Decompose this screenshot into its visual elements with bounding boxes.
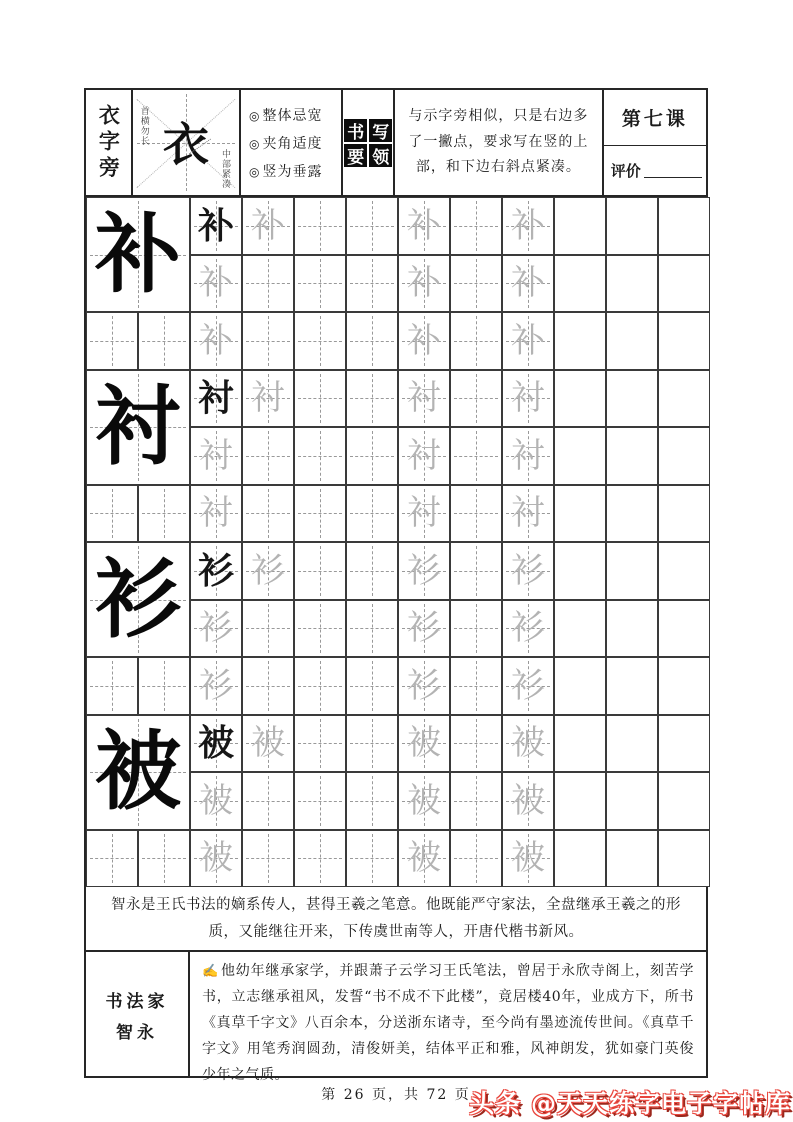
practice-cell xyxy=(502,197,554,255)
practice-cell xyxy=(398,542,450,600)
ghost-character: 衬 xyxy=(511,435,545,476)
bio-text: 他幼年继承家学，并跟萧子云学习王氏笔法，曾居于永欣寺阁上，刻苦学书，立志继承祖风，发誓“书不成不下此楼”，竟居楼40年，业成方下，所书《真草千字文》八百余本，分送浙东诸寺，至今尚有墨迹流传世间。《真草千字文》用笔秀润圆劲，清俊妍美，结体平正和雅，风神朗发，犹如豪门英俊少年之气质。 xyxy=(202,963,695,1083)
ghost-character: 补 xyxy=(199,263,233,304)
practice-cell xyxy=(294,657,346,715)
ghost-character: 衬 xyxy=(199,435,233,476)
practice-cell xyxy=(606,255,658,313)
practice-cell xyxy=(242,657,294,715)
practice-cell xyxy=(450,772,502,830)
practice-cell xyxy=(606,485,658,543)
practice-cell xyxy=(502,485,554,543)
practice-cell xyxy=(450,600,502,658)
ghost-character: 衬 xyxy=(199,493,233,534)
lesson-title: 第七课 xyxy=(621,108,688,130)
practice-cell xyxy=(398,600,450,658)
practice-cell xyxy=(554,485,606,543)
ghost-character: 被 xyxy=(407,780,441,821)
practice-cell xyxy=(242,255,294,313)
trace-character: 被 xyxy=(197,722,234,765)
practice-cell xyxy=(242,600,294,658)
practice-cell xyxy=(242,715,294,773)
calligrapher-bio xyxy=(202,959,694,1088)
practice-cell xyxy=(502,600,554,658)
watermark: 头条 @天天练字电子字帖库 xyxy=(469,1089,791,1118)
practice-cell xyxy=(450,197,502,255)
practice-cell xyxy=(502,715,554,773)
practice-cell xyxy=(346,197,398,255)
practice-cell xyxy=(502,427,554,485)
writing-essentials-label xyxy=(344,119,392,167)
practice-cell xyxy=(450,657,502,715)
tip-text: 竖为垂露 xyxy=(262,163,323,180)
practice-cell xyxy=(398,830,450,888)
practice-cell xyxy=(190,427,242,485)
circle-bullet-icon: ◎ xyxy=(249,136,261,151)
practice-grid xyxy=(86,197,706,887)
practice-cell xyxy=(398,197,450,255)
lesson-cell xyxy=(604,90,706,195)
ghost-character: 补 xyxy=(407,320,441,361)
ghost-character: 补 xyxy=(199,320,233,361)
practice-cell xyxy=(190,657,242,715)
tip-item xyxy=(249,161,341,181)
practice-block xyxy=(86,715,706,888)
ghost-character: 衬 xyxy=(511,493,545,534)
ghost-character: 补 xyxy=(511,320,545,361)
label-char: 写 xyxy=(369,119,392,142)
model-cell xyxy=(86,370,190,485)
lesson-title-area xyxy=(604,90,706,146)
practice-cell xyxy=(606,312,658,370)
radical-label: 衣字旁 xyxy=(96,103,122,182)
practice-cell xyxy=(398,255,450,313)
practice-cell xyxy=(138,830,190,888)
practice-cell xyxy=(294,772,346,830)
practice-cell xyxy=(190,830,242,888)
model-cell xyxy=(86,715,190,830)
practice-cell xyxy=(346,312,398,370)
tip-item xyxy=(249,105,341,125)
evaluation-blank-line xyxy=(644,163,702,178)
ghost-character: 补 xyxy=(511,205,545,246)
practice-cell xyxy=(502,312,554,370)
practice-cell xyxy=(86,312,138,370)
practice-cell xyxy=(502,542,554,600)
practice-cell xyxy=(606,715,658,773)
practice-cell xyxy=(502,255,554,313)
practice-cell xyxy=(658,255,710,313)
ghost-character: 被 xyxy=(511,838,545,879)
practice-cell xyxy=(398,427,450,485)
writing-hand-icon: ✍ xyxy=(202,964,219,979)
practice-cell xyxy=(398,485,450,543)
practice-cell xyxy=(346,772,398,830)
worksheet xyxy=(84,88,708,1083)
practice-cell xyxy=(294,715,346,773)
practice-cell xyxy=(502,657,554,715)
practice-cell xyxy=(294,600,346,658)
ghost-character: 被 xyxy=(407,838,441,879)
practice-cell xyxy=(190,715,242,773)
tips-cell xyxy=(241,90,343,195)
ghost-character: 补 xyxy=(511,263,545,304)
summary-text: 智永是王氏书法的嫡系传人，甚得王羲之笔意。他既能严守家法，全盘继承王羲之的形质，又能继往开来，下传虞世南等人，开唐代楷书新风。 xyxy=(111,896,681,940)
practice-cell xyxy=(294,312,346,370)
calligrapher-label: 书法家 xyxy=(105,992,169,1012)
trace-character: 衬 xyxy=(197,377,234,420)
practice-cell xyxy=(294,255,346,313)
calligrapher-name: 智永 xyxy=(116,1023,158,1043)
page-number: 第 26 页，共 72 页 xyxy=(321,1087,471,1103)
practice-cell xyxy=(346,427,398,485)
circle-bullet-icon: ◎ xyxy=(249,164,261,179)
practice-cell xyxy=(658,542,710,600)
example-cell xyxy=(133,90,241,195)
label-char: 要 xyxy=(344,144,367,167)
practice-cell xyxy=(554,542,606,600)
model-cell xyxy=(86,542,190,657)
ghost-character: 衬 xyxy=(407,435,441,476)
practice-cell xyxy=(502,830,554,888)
practice-cell xyxy=(450,370,502,428)
ghost-character: 衫 xyxy=(407,550,441,591)
practice-cell xyxy=(138,312,190,370)
practice-cell xyxy=(294,197,346,255)
practice-cell xyxy=(242,312,294,370)
evaluation-area xyxy=(604,146,706,195)
label-char: 书 xyxy=(344,119,367,142)
trace-character: 补 xyxy=(197,204,234,247)
practice-block xyxy=(86,370,706,543)
practice-cell xyxy=(86,830,138,888)
header-row xyxy=(86,90,706,197)
practice-cell xyxy=(554,197,606,255)
model-character: 衫 xyxy=(95,548,181,650)
practice-cell xyxy=(242,197,294,255)
ghost-character: 补 xyxy=(407,263,441,304)
practice-cell xyxy=(658,772,710,830)
ghost-character: 衫 xyxy=(511,550,545,591)
calligrapher-bio-cell xyxy=(190,952,706,1083)
practice-cell xyxy=(450,255,502,313)
practice-cell xyxy=(554,427,606,485)
practice-cell xyxy=(606,600,658,658)
practice-cell xyxy=(190,255,242,313)
trace-character: 衫 xyxy=(197,549,234,592)
practice-cell xyxy=(190,542,242,600)
practice-cell xyxy=(190,600,242,658)
practice-cell xyxy=(294,830,346,888)
practice-cell xyxy=(346,542,398,600)
practice-cell xyxy=(346,830,398,888)
ghost-character: 被 xyxy=(511,723,545,764)
instruction-text: 与示字旁相似，只是右边多了一撇点，要求写在竖的上部，和下边右斜点紧凑。 xyxy=(408,107,589,176)
practice-cell xyxy=(190,485,242,543)
ghost-character: 衫 xyxy=(199,608,233,649)
tip-text: 夹角适度 xyxy=(262,135,323,152)
stroke-annotation-right: 中部紧凑 xyxy=(220,149,230,189)
practice-cell xyxy=(658,427,710,485)
model-character: 补 xyxy=(95,203,181,305)
practice-cell xyxy=(606,197,658,255)
ghost-character: 衫 xyxy=(511,665,545,706)
practice-cell xyxy=(346,255,398,313)
practice-cell xyxy=(242,427,294,485)
practice-cell xyxy=(398,370,450,428)
ghost-character: 衬 xyxy=(511,378,545,419)
ghost-character: 补 xyxy=(251,205,285,246)
practice-cell xyxy=(554,370,606,428)
practice-cell xyxy=(294,427,346,485)
practice-cell xyxy=(398,715,450,773)
practice-block xyxy=(86,197,706,370)
practice-cell xyxy=(86,657,138,715)
practice-cell xyxy=(398,772,450,830)
practice-cell xyxy=(450,312,502,370)
practice-cell xyxy=(658,370,710,428)
ghost-character: 被 xyxy=(251,723,285,764)
ghost-character: 衬 xyxy=(407,378,441,419)
practice-cell xyxy=(554,772,606,830)
practice-cell xyxy=(502,370,554,428)
model-character: 被 xyxy=(95,721,181,822)
example-character: 衣 xyxy=(162,117,209,172)
practice-cell xyxy=(190,312,242,370)
practice-cell xyxy=(606,772,658,830)
practice-cell xyxy=(658,600,710,658)
practice-cell xyxy=(606,427,658,485)
practice-cell xyxy=(606,370,658,428)
evaluation-label: 评价 xyxy=(610,162,641,180)
practice-cell xyxy=(658,715,710,773)
practice-cell xyxy=(606,830,658,888)
practice-cell xyxy=(450,715,502,773)
practice-cell xyxy=(450,830,502,888)
instruction-cell xyxy=(395,90,604,195)
practice-block xyxy=(86,542,706,715)
stroke-annotation-left: 首横勿长 xyxy=(138,106,149,146)
practice-cell xyxy=(658,657,710,715)
ghost-character: 衫 xyxy=(407,665,441,706)
practice-cell xyxy=(554,600,606,658)
practice-cell xyxy=(190,197,242,255)
practice-cell xyxy=(346,485,398,543)
practice-cell xyxy=(554,312,606,370)
ghost-character: 补 xyxy=(407,205,441,246)
practice-cell xyxy=(242,542,294,600)
practice-cell xyxy=(398,657,450,715)
tip-item xyxy=(249,133,341,153)
ghost-character: 被 xyxy=(511,780,545,821)
practice-cell xyxy=(554,255,606,313)
practice-cell xyxy=(190,772,242,830)
practice-cell xyxy=(242,370,294,428)
practice-cell xyxy=(86,485,138,543)
model-character: 衬 xyxy=(95,376,181,477)
ghost-character: 衫 xyxy=(407,608,441,649)
ghost-character: 衫 xyxy=(199,665,233,706)
label-char: 领 xyxy=(369,144,392,167)
practice-cell xyxy=(242,830,294,888)
practice-cell xyxy=(502,772,554,830)
practice-cell xyxy=(658,485,710,543)
summary-row xyxy=(86,887,706,952)
calligrapher-row xyxy=(86,952,706,1083)
model-cell xyxy=(86,197,190,312)
practice-cell xyxy=(242,772,294,830)
practice-cell xyxy=(138,485,190,543)
ghost-character: 衬 xyxy=(251,378,285,419)
practice-cell xyxy=(398,312,450,370)
practice-cell xyxy=(346,657,398,715)
tip-text: 整体忌宽 xyxy=(262,107,323,124)
practice-cell xyxy=(658,312,710,370)
circle-bullet-icon: ◎ xyxy=(249,108,261,123)
calligrapher-label-cell xyxy=(86,952,190,1078)
practice-cell xyxy=(294,370,346,428)
practice-cell xyxy=(554,657,606,715)
practice-cell xyxy=(294,542,346,600)
practice-cell xyxy=(450,427,502,485)
practice-cell xyxy=(658,197,710,255)
ghost-character: 衫 xyxy=(251,550,285,591)
practice-cell xyxy=(606,657,658,715)
ghost-character: 被 xyxy=(199,780,233,821)
ghost-character: 被 xyxy=(199,838,233,879)
ghost-character: 衬 xyxy=(407,493,441,534)
practice-cell xyxy=(242,485,294,543)
practice-cell xyxy=(346,715,398,773)
radical-label-cell xyxy=(86,90,133,195)
ghost-character: 被 xyxy=(407,723,441,764)
practice-cell xyxy=(294,485,346,543)
ghost-character: 衫 xyxy=(511,608,545,649)
writing-essentials-label-cell xyxy=(343,90,395,195)
practice-cell xyxy=(346,600,398,658)
practice-cell xyxy=(138,657,190,715)
practice-cell xyxy=(190,370,242,428)
practice-cell xyxy=(450,485,502,543)
practice-cell xyxy=(554,830,606,888)
practice-cell xyxy=(554,715,606,773)
practice-cell xyxy=(658,830,710,888)
practice-cell xyxy=(606,542,658,600)
practice-cell xyxy=(450,542,502,600)
practice-cell xyxy=(346,370,398,428)
